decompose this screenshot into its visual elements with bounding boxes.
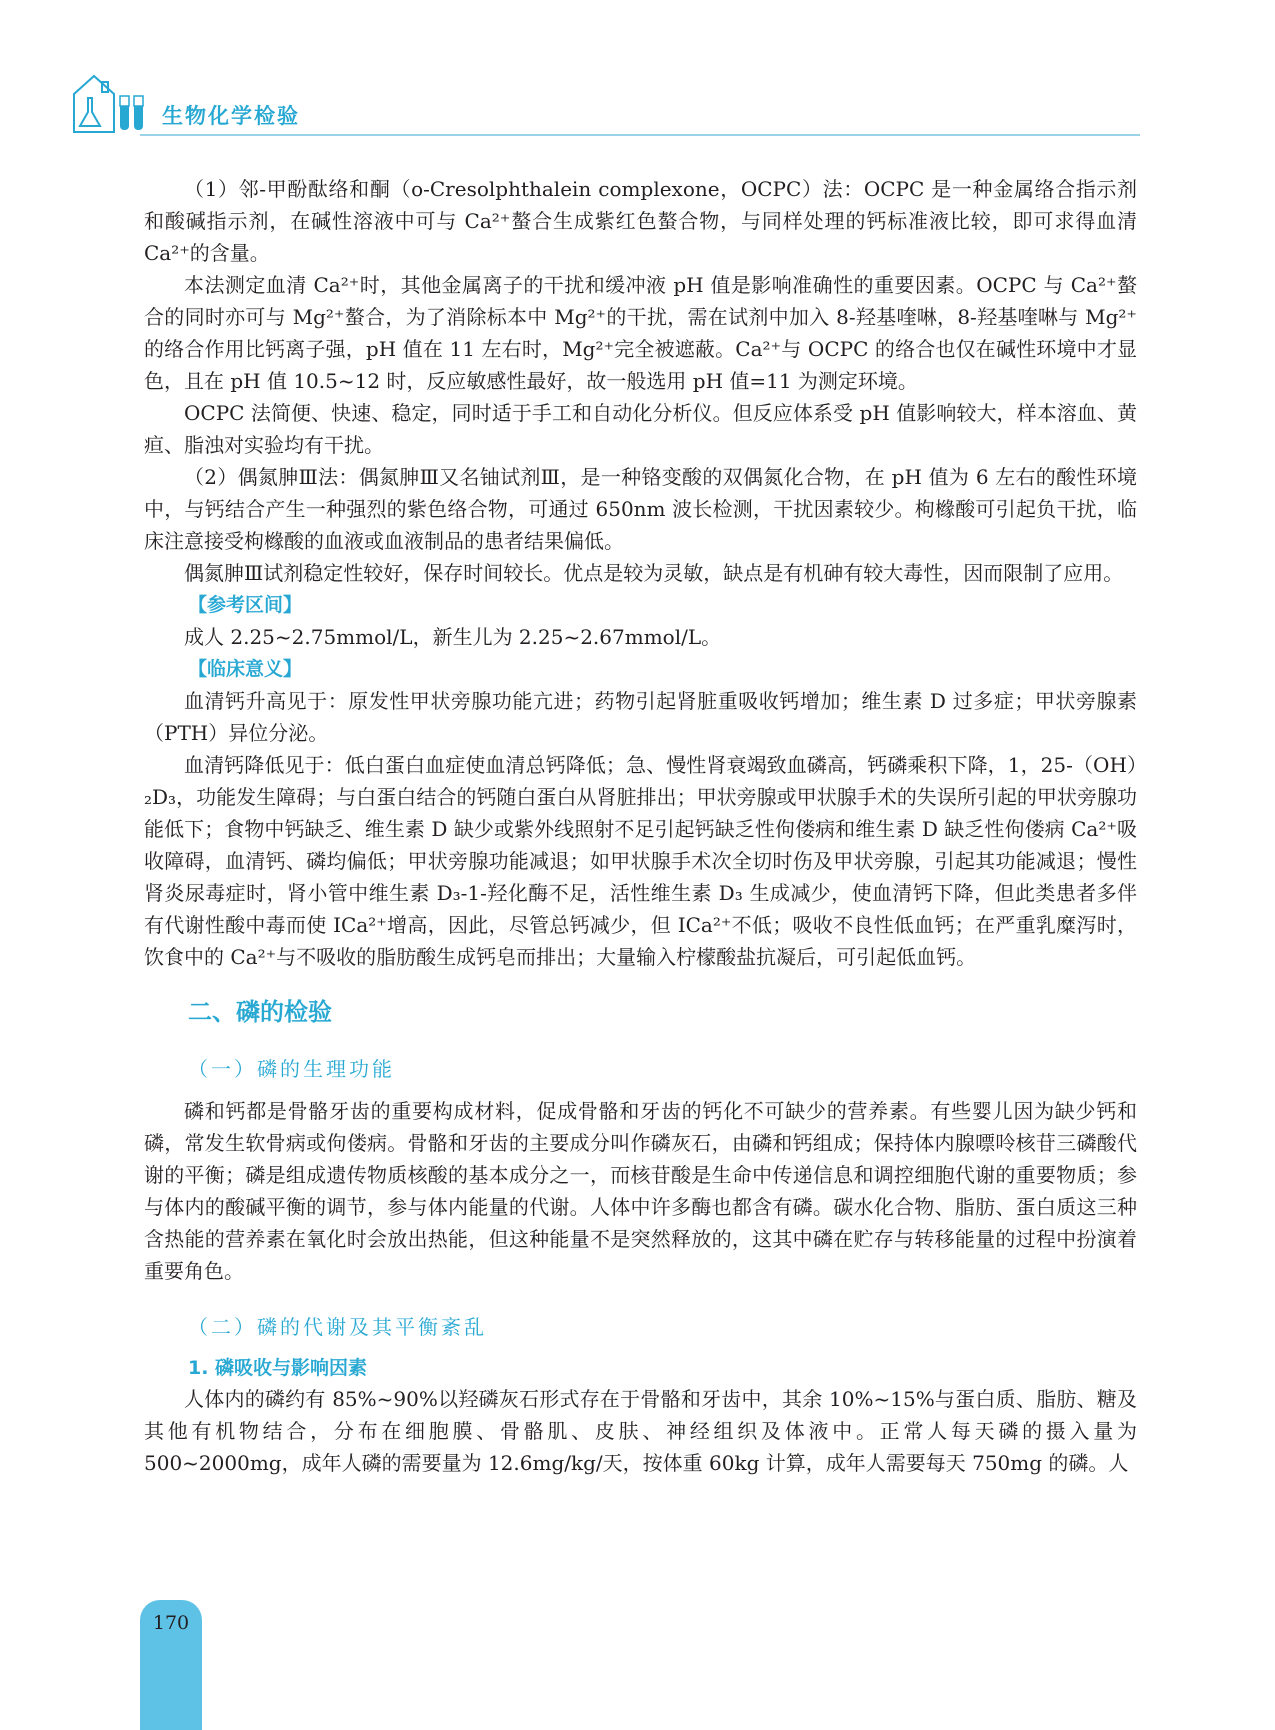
- section-heading: 二、磷的检验: [188, 998, 332, 1026]
- paragraph: OCPC 法简便、快速、稳定，同时适于手工和自动化分析仪。但反应体系受 pH 值影响较大，样本溶血、黄疸、脂浊对实验均有干扰。: [144, 401, 1137, 457]
- paragraph: 人体内的磷约有 85%~90%以羟磷灰石形式存在于骨骼和牙齿中，其余 10%~15%与蛋白质、脂肪、糖及其他有机物结合，分布在细胞膜、骨骼肌、皮肤、神经组织及体液中。正常人每天磷的摄入量为 500~2000mg，成年人磷的需要量为 12.6mg/kg/天，按体重 60kg 计算，成年人需要每天 750mg 的磷。人: [144, 1387, 1137, 1475]
- paragraph: （2）偶氮胂Ⅲ法：偶氮胂Ⅲ又名铀试剂Ⅲ，是一种铬变酸的双偶氮化合物，在 pH 值为 6 左右的酸性环境中，与钙结合产生一种强烈的紫色络合物，可通过 650nm 波长检测，干扰因素较少。枸橼酸可引起负干扰，临床注意接受枸橼酸的血液或血液制品的患者结果偏低。: [144, 465, 1137, 553]
- reference-range-text: 成人 2.25~2.75mmol/L，新生儿为 2.25~2.67mmol/L。: [184, 625, 722, 649]
- reference-range-label: 【参考区间】: [188, 594, 303, 616]
- paragraph: 本法测定血清 Ca²⁺时，其他金属离子的干扰和缓冲液 pH 值是影响准确性的重要因素。OCPC 与 Ca²⁺螯合的同时亦可与 Mg²⁺螯合，为了消除标本中 Mg²⁺的干扰，需在试剂中加入 8-羟基喹啉，8-羟基喹啉与 Mg²⁺的络合作用比钙离子强，pH 值在 11 左右时，Mg²⁺完全被遮蔽。Ca²⁺与 OCPC 的络合也仅在碱性环境中才显色，且在 pH 值 10.5~12 时，反应敏感性最好，故一般选用 pH 值=11 为测定环境。: [144, 273, 1137, 393]
- page-number-tab: [140, 1600, 202, 1730]
- paragraph: （1）邻-甲酚酞络和酮（o-Cresolphthalein complexone，OCPC）法：OCPC 是一种金属络合指示剂和酸碱指示剂，在碱性溶液中可与 Ca²⁺螯合生成紫红色螯合物，与同样处理的钙标准液比较，即可求得血清 Ca²⁺的含量。: [144, 177, 1137, 265]
- subsection-heading: （一）磷的生理功能: [188, 1057, 395, 1081]
- item-heading: 1. 磷吸收与影响因素: [188, 1357, 368, 1379]
- subsection-heading: （二）磷的代谢及其平衡紊乱: [188, 1315, 487, 1339]
- book-title: 生物化学检验: [162, 104, 300, 128]
- header-divider: [140, 134, 1140, 136]
- lab-flask-tubes-icon: [70, 68, 150, 138]
- page-content: [144, 173, 1137, 1479]
- clinical-significance-label: 【临床意义】: [188, 658, 303, 680]
- paragraph: 偶氮胂Ⅲ试剂稳定性较好，保存时间较长。优点是较为灵敏，缺点是有机砷有较大毒性，因而限制了应用。: [184, 561, 1124, 585]
- paragraph: 血清钙升高见于：原发性甲状旁腺功能亢进；药物引起肾脏重吸收钙增加；维生素 D 过多症；甲状旁腺素（PTH）异位分泌。: [144, 689, 1137, 745]
- paragraph: 血清钙降低见于：低白蛋白血症使血清总钙降低；急、慢性肾衰竭致血磷高，钙磷乘积下降，1，25-（OH）₂D₃，功能发生障碍；与白蛋白结合的钙随白蛋白从肾脏排出；甲状旁腺或甲状腺手术的失误所引起的甲状旁腺功能低下；食物中钙缺乏、维生素 D 缺少或紫外线照射不足引起钙缺乏性佝偻病和维生素 D 缺乏性佝偻病 Ca²⁺吸收障碍，血清钙、磷均偏低；甲状旁腺功能减退；如甲状腺手术次全切时伤及甲状旁腺，引起其功能减退；慢性肾炎尿毒症时，肾小管中维生素 D₃-1-羟化酶不足，活性维生素 D₃ 生成减少，使血清钙下降，但此类患者多伴有代谢性酸中毒而使 ICa²⁺增高，因此，尽管总钙减少，但 ICa²⁺不低；吸收不良性低血钙；在严重乳糜泻时，饮食中的 Ca²⁺与不吸收的脂肪酸生成钙皂而排出；大量输入柠檬酸盐抗凝后，可引起低血钙。: [144, 753, 1137, 969]
- paragraph: 磷和钙都是骨骼牙齿的重要构成材料，促成骨骼和牙齿的钙化不可缺少的营养素。有些婴儿因为缺少钙和磷，常发生软骨病或佝偻病。骨骼和牙齿的主要成分叫作磷灰石，由磷和钙组成；保持体内腺嘌呤核苷三磷酸代谢的平衡；磷是组成遗传物质核酸的基本成分之一，而核苷酸是生命中传递信息和调控细胞代谢的重要物质；参与体内的酸碱平衡的调节，参与体内能量的代谢。人体中许多酶也都含有磷。碳水化合物、脂肪、蛋白质这三种含热能的营养素在氧化时会放出热能，但这种能量不是突然释放的，这其中磷在贮存与转移能量的过程中扮演着重要角色。: [144, 1099, 1137, 1283]
- page-header: [70, 58, 1140, 138]
- page-number: 170: [152, 1612, 190, 1634]
